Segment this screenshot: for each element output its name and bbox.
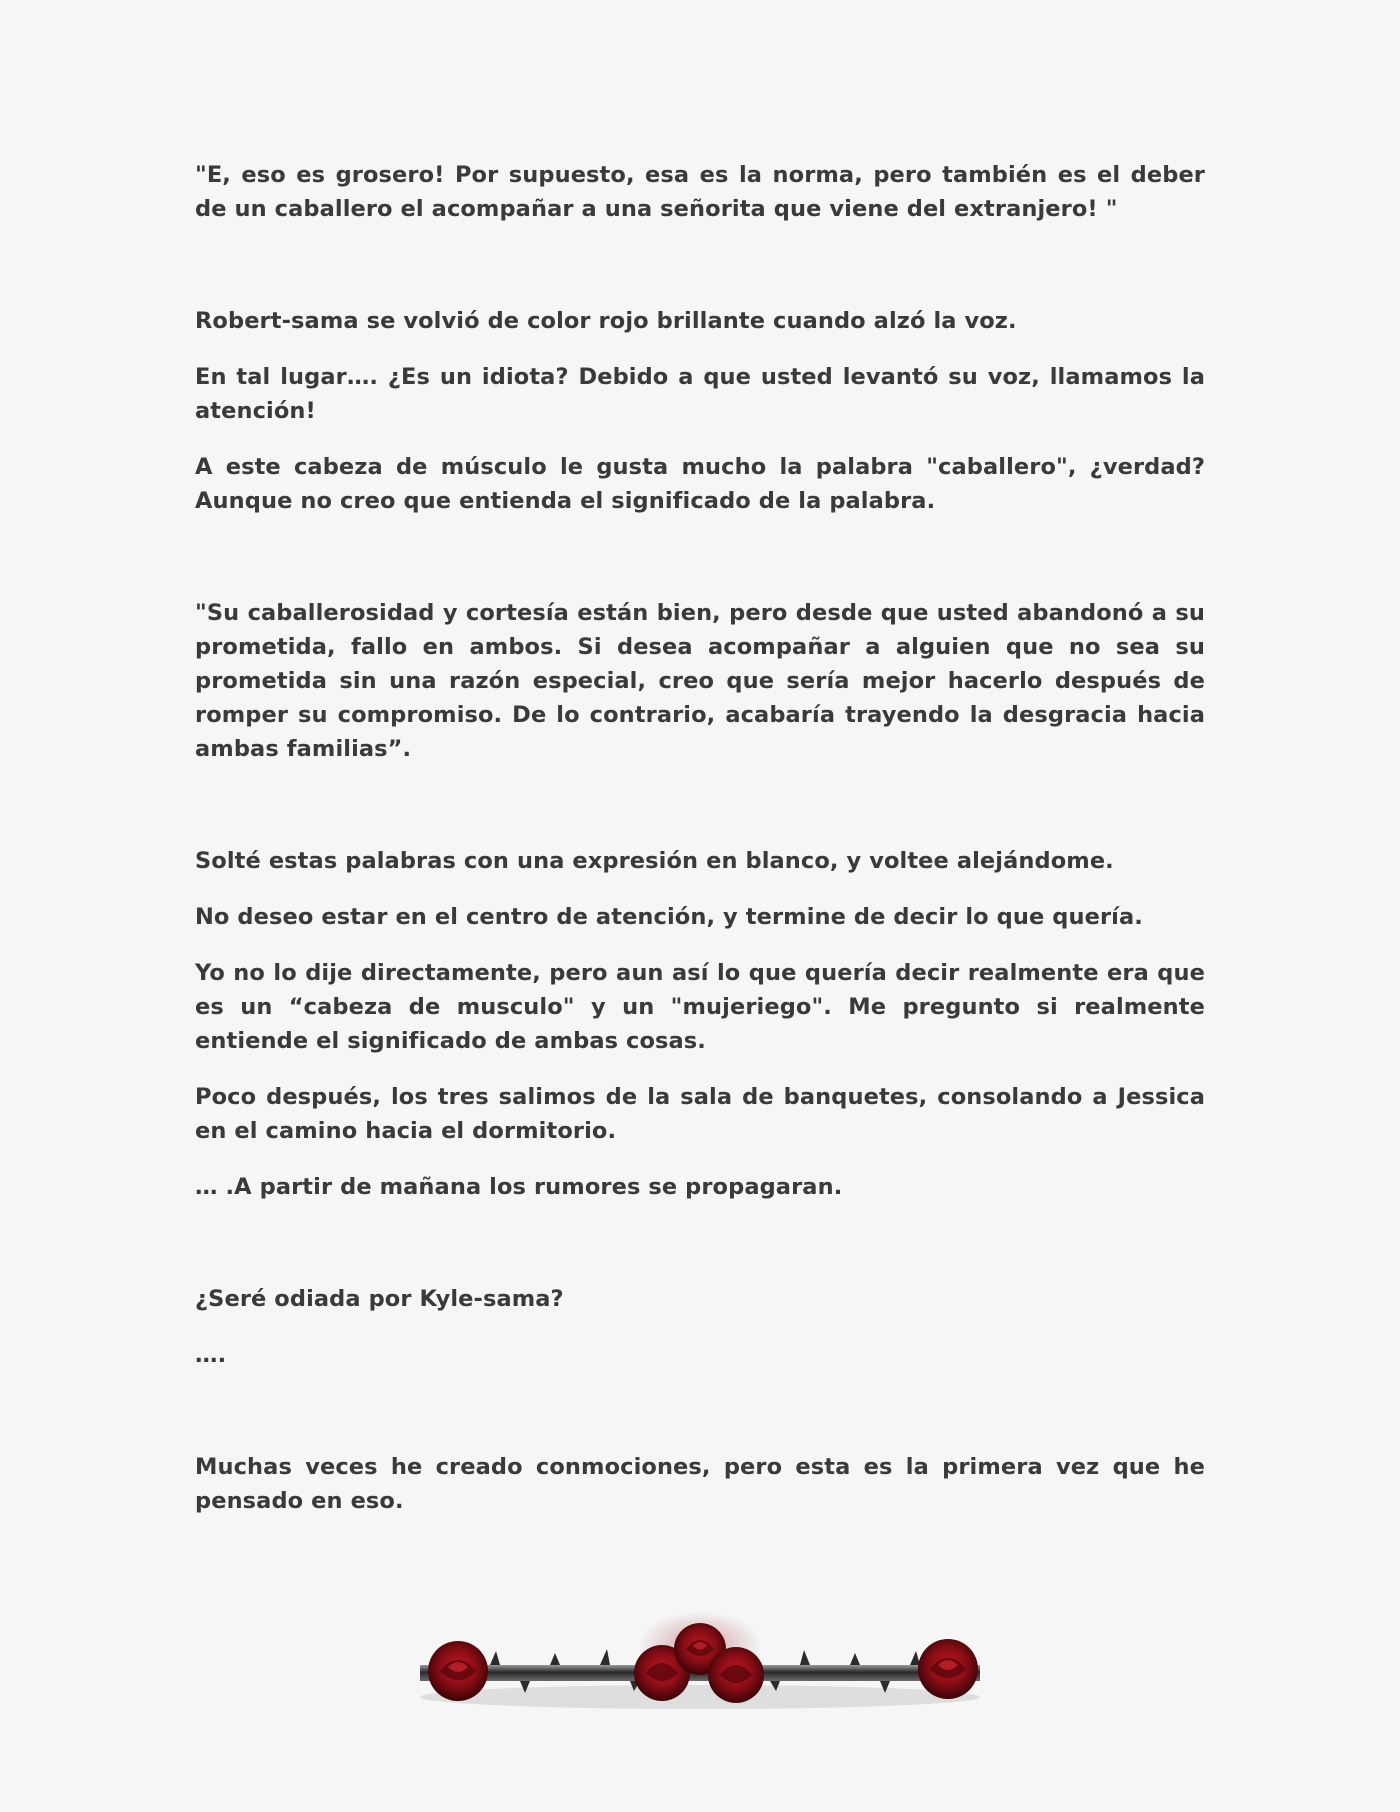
branch-shadow (420, 1685, 980, 1709)
paragraph-narration-1: Robert-sama se volvió de color rojo brillante cuando alzó la voz. (195, 308, 1017, 334)
spacer (195, 428, 1205, 450)
spacer (195, 1148, 1205, 1170)
rose-left (428, 1641, 488, 1701)
spacer (195, 766, 1205, 844)
paragraph-narration-3: A este cabeza de músculo le gusta mucho la palabra "caballero", ¿verdad? Aunque no creo que entienda el significado de la palabra. (195, 454, 1205, 514)
rose-right (918, 1639, 978, 1699)
spacer (195, 1316, 1205, 1338)
spacer (195, 518, 1205, 596)
spacer (195, 226, 1205, 304)
spacer (195, 338, 1205, 360)
spacer (195, 934, 1205, 956)
paragraph-dialogue-2: "Su caballerosidad y cortesía están bien, pero desde que usted abandonó a su prometida, fallo en ambos. Si desea acompañar a alguien que no sea su prometida sin una razón especial, creo que sería mejor hacerlo después de romper su compromiso. De lo contrario, acabaría trayendo la desgracia hacia ambas familias”. (195, 600, 1205, 762)
paragraph-narration-7: Poco después, los tres salimos de la sala de banquetes, consolando a Jessica en el camino hacia el dormitorio. (195, 1084, 1205, 1144)
rose-branch-divider-icon (400, 1605, 1000, 1725)
rose-center-right (708, 1647, 764, 1703)
spacer (195, 1058, 1205, 1080)
paragraph-dialogue-1: "E, eso es grosero! Por supuesto, esa es la norma, pero también es el deber de un caballero el acompañar a una señorita que viene del extranjero! " (195, 162, 1205, 222)
paragraph-narration-2: En tal lugar…. ¿Es un idiota? Debido a que usted levantó su voz, llamamos la atención! (195, 364, 1205, 424)
spacer (195, 1372, 1205, 1450)
paragraph-narration-5: No deseo estar en el centro de atención, y termine de decir lo que quería. (195, 904, 1143, 930)
spacer (195, 878, 1205, 900)
paragraph-narration-6: Yo no lo dije directamente, pero aun así lo que quería decir realmente era que es un “cabeza de musculo" y un "mujeriego". Me pregunto si realmente entiende el significado de ambas cosas. (195, 960, 1205, 1054)
paragraph-narration-8: … .A partir de mañana los rumores se propagaran. (195, 1174, 843, 1200)
spacer (195, 1204, 1205, 1282)
paragraph-narration-10: Muchas veces he creado conmociones, pero esta es la primera vez que he pensado en eso. (195, 1454, 1205, 1514)
document-body (195, 158, 1205, 1518)
paragraph-narration-4: Solté estas palabras con una expresión en blanco, y voltee alejándome. (195, 848, 1114, 874)
paragraph-narration-9: ¿Seré odiada por Kyle-sama? (195, 1286, 564, 1312)
paragraph-ellipsis: …. (195, 1342, 227, 1368)
